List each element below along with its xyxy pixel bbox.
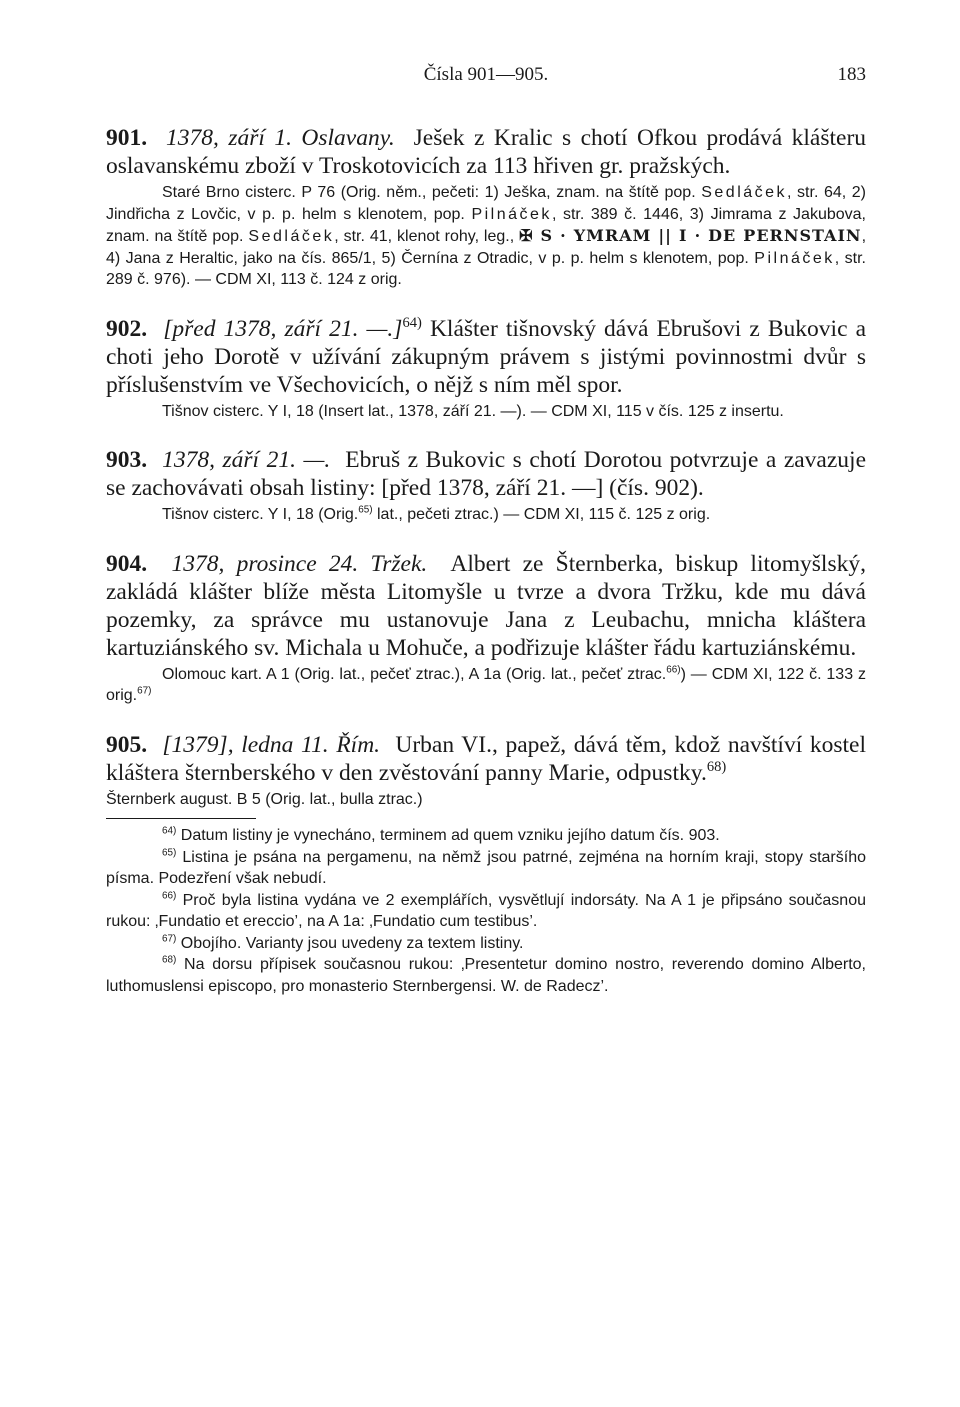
entry-number: 905. — [106, 731, 148, 758]
footnote-ref: 64) — [402, 314, 422, 331]
entry-text — [106, 315, 866, 399]
entry-source-note: Olomouc kart. A 1 (Orig. lat., pečeť ztrac.), A 1a (Orig. lat., pečeť ztrac.$^{66)}$) — CDM XI, 122 č. 133 z orig.$^{67)}$ — [106, 664, 866, 704]
footnote: $^{67)}$ Obojího. Varianty jsou uvedeny za textem listiny. — [162, 933, 524, 952]
author-name: Sedláček — [248, 228, 335, 245]
footnote: $^{66)}$ Proč byla listina vydána ve 2 exemplářích, vysvětlují indorsáty. Na A 1 je připsáno současnou rukou: ‚Fundatio et ereccio’, na A 1a: ‚Fundatio cum testibus’. — [106, 890, 867, 930]
entry-text — [106, 731, 866, 787]
entry-902 — [106, 315, 866, 423]
footnote-ref: 67) — [137, 685, 152, 697]
author-name: Sedláček — [701, 184, 788, 201]
entry-text — [106, 550, 866, 662]
entry-date: 1378, prosince 24. Tržek. — [171, 550, 428, 577]
footnote-ref: 65) — [358, 504, 373, 516]
entry-date: [před 1378, září 21. —.] — [163, 315, 403, 342]
entry-date: 1378, září 1. Oslavany. — [166, 125, 395, 151]
entry-number: 903. — [106, 447, 148, 473]
footnote-ref: 66) — [666, 664, 681, 676]
entry-904 — [106, 550, 866, 707]
footnotes — [106, 825, 866, 997]
entry-regest: Urban VI., papež, dává těm, kdož navštíví kostel kláštera šternberského v den zvěstování panny Marie, odpustky. — [106, 731, 867, 786]
footnote-divider — [106, 818, 256, 819]
entry-903 — [106, 446, 866, 526]
footnote-mark: 68) — [162, 954, 177, 966]
footnote-mark: 64) — [162, 825, 177, 837]
footnote-mark: 67) — [162, 933, 177, 945]
entry-number: 901. — [106, 125, 148, 151]
entry-source-note: Staré Brno cisterc. P 76 (Orig. něm., pečeti: 1) Ješka, znam. na štítě pop. Sedláček, str. 64, 2) Jindřicha z Lovčic, v p. p. helm s klenotem, pop. Pilnáček, str. 389 č. 1446, 3) Jimrama z Jakubova, znam. na štítě pop. Sedláček, str. 41, klenot rohy, leg., ✠ S · YMRAM || I · DE PERNSTAIN, 4) Jana z Heraltic, jako na čís. 865/1, 5) Černína z Otradic, v p. p. helm s klenotem, pop. Pilnáček, str. 289 č. 976). — CDM XI, 113 č. 124 z orig. — [106, 184, 867, 288]
entry-regest: Ješek z Kralic s chotí Ofkou prodává klášteru oslavanskému zboží v Troskotovicích za 113 hřiven gr. pražských. — [106, 125, 867, 179]
page-header — [106, 60, 866, 94]
document-page — [106, 60, 866, 997]
entry-number: 904. — [106, 550, 148, 577]
entry-905 — [106, 731, 866, 811]
entry-regest: Ebruš z Bukovic s chotí Dorotou potvrzuje a zavazuje se zachovávati obsah listiny: [před 1378, září 21. —] (čís. 902). — [106, 447, 867, 501]
footnote-ref: 68) — [706, 758, 727, 775]
page-number: 183 — [837, 64, 866, 85]
entry-date: [1379], ledna 11. Řím. — [162, 731, 381, 758]
entry-source-note: Tišnov cisterc. Y I, 18 (Orig.$^{65)}$ lat., pečeti ztrac.) — CDM XI, 115 č. 125 z orig. — [162, 504, 711, 523]
entry-source-note: Šternberk august. B 5 (Orig. lat., bulla ztrac.) — [106, 790, 423, 808]
entry-date: 1378, září 21. —. — [162, 447, 331, 473]
entry-source-note: Tišnov cisterc. Y I, 18 (Insert lat., 1378, září 21. —). — CDM XI, 115 v čís. 125 z insertu. — [162, 402, 784, 420]
entry-text — [106, 446, 866, 502]
author-name: Pilnáček — [471, 205, 552, 223]
entry-901 — [106, 124, 866, 291]
running-title: Čísla 901—905. — [423, 64, 549, 85]
footnote: $^{64)}$ Datum listiny je vynecháno, terminem ad quem vzniku jejího datum čís. 903. — [162, 825, 720, 844]
seal-legend: ✠ S · YMRAM || I · DE PERNSTAIN — [519, 226, 862, 245]
footnote: $^{65)}$ Listina je psána na pergamenu, na němž jsou patrné, zejména na horním kraji, stopy staršího písma. Podezření však nebudí. — [106, 847, 866, 887]
author-name: Pilnáček — [754, 249, 835, 267]
entry-regest: Albert ze Šternberka, biskup litomyšlský, zakládá klášter blíže města Litomyšle u tvrze a dvora Tržku, kde mu dává pozemky, za správce mu ustanovuje Jana z Leubachu, mnicha kláštera kartuziánského sv. Michala u Mohuče, a podřizuje klášter řádu kartuziánskému. — [106, 550, 866, 661]
entry-number: 902. — [106, 315, 148, 342]
entry-text — [106, 124, 866, 180]
footnote-mark: 65) — [162, 847, 177, 859]
footnote-mark: 66) — [162, 890, 177, 902]
footnote: $^{68)}$ Na dorsu přípisek současnou rukou: ‚Presentetur domino nostro, reverendo domino Alberto, luthomuslensi episcopo, pro monasterio Sternbergensi. W. de Radecz’. — [106, 954, 866, 995]
entry-regest: Klášter tišnovský dává Ebrušovi z Bukovic a choti jeho Dorotě v užívání zákupným právem s jistými povinnostmi dvůr s příslušenstvím ve Všechovicích, o nějž s ním měl spor. — [106, 315, 866, 398]
